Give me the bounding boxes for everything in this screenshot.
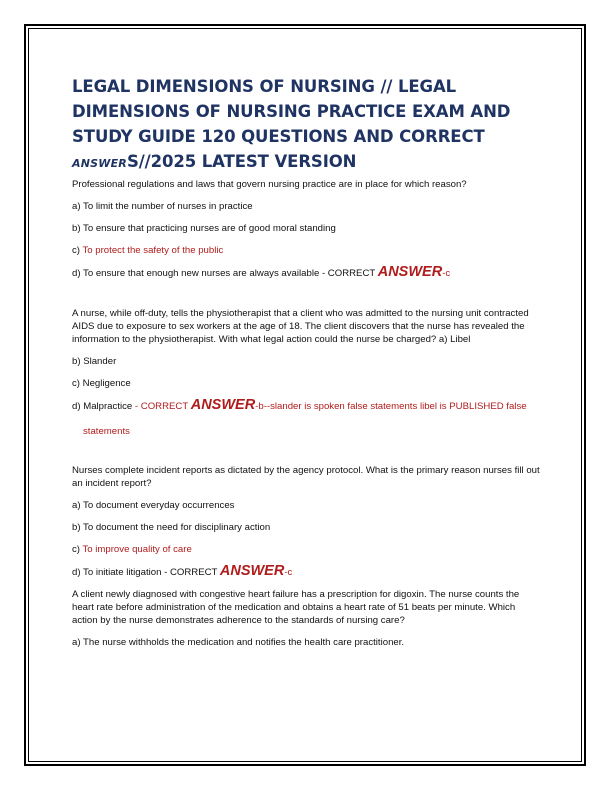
q3-option-c: c) To improve quality of care [72, 544, 192, 555]
q3-option-b: b) To document the need for disciplinary action [72, 522, 271, 533]
q1-option-c: c) To protect the safety of the public [72, 245, 224, 256]
document-title [72, 74, 542, 176]
q1-answer-value: -c [442, 268, 451, 279]
q2-answer-label: ANSWER [190, 397, 256, 413]
q2-question: A nurse, while off-duty, tells the physiotherapist that a client who was admitted to the nursing unit contracted AIDS due to exposure to sex workers at the age of 18. The client discovers that the nurse has revealed the information to the physiotherapist. With what legal action could the nurse be charged? a) Libel [72, 308, 529, 345]
q1-option-b: b) To ensure that practicing nurses are of good moral standing [72, 223, 336, 234]
title-text-1: LEGAL DIMENSIONS OF NURSING // LEGAL DIMENSIONS OF NURSING PRACTICE EXAM AND STUDY GUIDE 120 QUESTIONS AND CORRECT [72, 77, 511, 146]
q3-option-a: a) To document everyday occurrences [72, 500, 235, 511]
q4-option-a: a) The nurse withholds the medication and notifies the health care practitioner. [72, 637, 405, 648]
title-answer-word: ANSWER [72, 157, 127, 170]
q1-question: Professional regulations and laws that govern nursing practice are in place for which reason? [72, 179, 467, 190]
q1-correct-option: To protect the safety of the public [82, 245, 224, 256]
q2-answer-continued: statements [83, 426, 130, 437]
q1-option-a: a) To limit the number of nurses in practice [72, 201, 253, 212]
q4-question: A client newly diagnosed with congestive heart failure has a prescription for digoxin. The nurse counts the heart rate before administration of the medication and obtains a heart rate of 51 beats per minute. Which action by the nurse demonstrates adherence to the standards of nursing care? [72, 589, 520, 626]
title-text-2: S//2025 LATEST VERSION [126, 152, 357, 171]
q2-option-d: d) Malpractice - CORRECT ANSWER-b--slander is spoken false statements libel is PUBLISHED false [72, 397, 527, 413]
q1-answer-label: ANSWER [377, 264, 443, 280]
q3-question: Nurses complete incident reports as dictated by the agency protocol. What is the primary reason nurses fill out an incident report? [72, 465, 540, 489]
q3-option-d: d) To initiate litigation - CORRECT ANSWER-c [72, 563, 293, 579]
q1-option-d: d) To ensure that enough new nurses are always available - CORRECT ANSWER-c [72, 264, 451, 280]
q3-correct-option: To improve quality of care [82, 544, 192, 555]
q2-option-c: c) Negligence [72, 378, 131, 389]
q3-answer-label: ANSWER [219, 563, 285, 579]
q2-option-b: b) Slander [72, 356, 117, 367]
q3-answer-value: -c [284, 567, 293, 578]
document-body [72, 74, 542, 649]
q2-answer-value: -b--slander is spoken false statements libel is PUBLISHED false [255, 401, 527, 412]
